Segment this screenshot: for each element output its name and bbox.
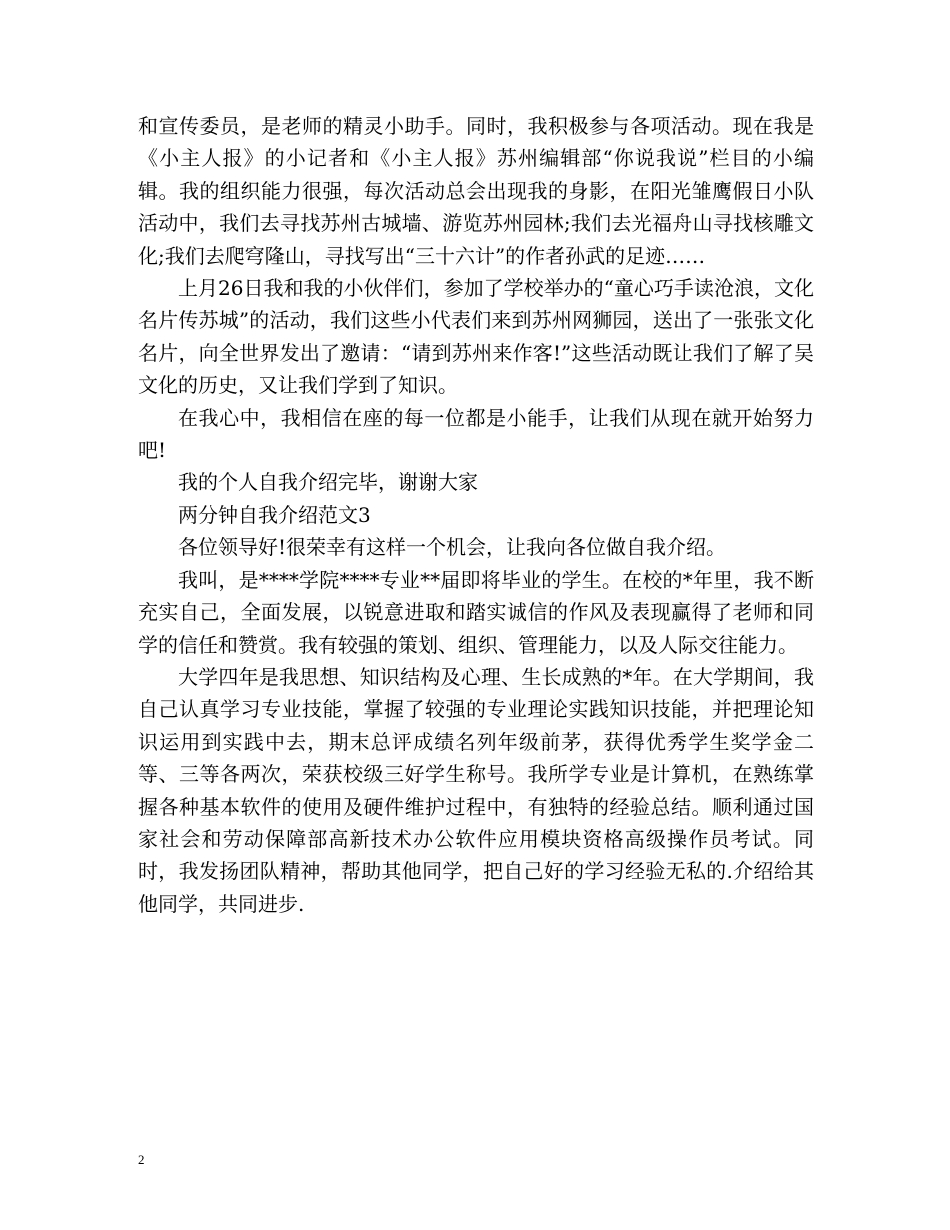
document-body [138, 110, 814, 920]
paragraph-belief: 在我心中，我相信在座的每一位都是小能手，让我们从现在就开始努力吧! [138, 405, 814, 463]
paragraph-university: 大学四年是我思想、知识结构及心理、生长成熟的*年。在大学期间，我自己认真学习专业技能，掌握了较强的专业理论实践知识技能，并把理论知识运用到实践中去，期末总评成绩名列年级前茅，获得优秀学生奖学金二等、三等各两次，荣获校级三好学生称号。我所学专业是计算机，在熟练掌握各种基本软件的使用及硬件维护过程中，有独特的经验总结。顺利通过国家社会和劳动保障部高新技术办公软件应用模块资格高级操作员考试。同时，我发扬团队精神，帮助其他同学，把自己好的学习经验无私的.介绍给其他同学，共同进步. [138, 664, 814, 916]
section-heading: 两分钟自我介绍范文3 [178, 502, 371, 527]
paragraph-continuation: 和宣传委员，是老师的精灵小助手。同时，我积极参与各项活动。现在我是《小主人报》的小记者和《小主人报》苏州编辑部“你说我说”栏目的小编辑。我的组织能力很强，每次活动总会出现我的身影，在阳光雏鹰假日小队活动中，我们去寻找苏州古城墙、游览苏州园林;我们去光福舟山寻找核雕文化;我们去爬穹隆山，寻找写出“三十六计”的作者孙武的足迹…… [138, 114, 814, 268]
paragraph-closing: 我的个人自我介绍完毕，谢谢大家 [178, 470, 478, 495]
page-number: 2 [138, 1152, 145, 1167]
paragraph-activity: 上月26日我和我的小伙伴们，参加了学校举办的“童心巧手读沧浪，文化名片传苏城”的活动，我们这些小代表们来到苏州网狮园，送出了一张张文化名片，向全世界发出了邀请：“请到苏州来作客!”这些活动既让我们了解了吴文化的历史，又让我们学到了知识。 [138, 276, 814, 398]
paragraph-greeting: 各位领导好!很荣幸有这样一个机会，让我向各位做自我介绍。 [178, 535, 727, 560]
paragraph-introduction: 我叫，是****学院****专业**届即将毕业的学生。在校的*年里，我不断充实自己，全面发展，以锐意进取和踏实诚信的作风及表现赢得了老师和同学的信任和赞赏。我有较强的策划、组织、管理能力，以及人际交往能力。 [138, 567, 814, 657]
